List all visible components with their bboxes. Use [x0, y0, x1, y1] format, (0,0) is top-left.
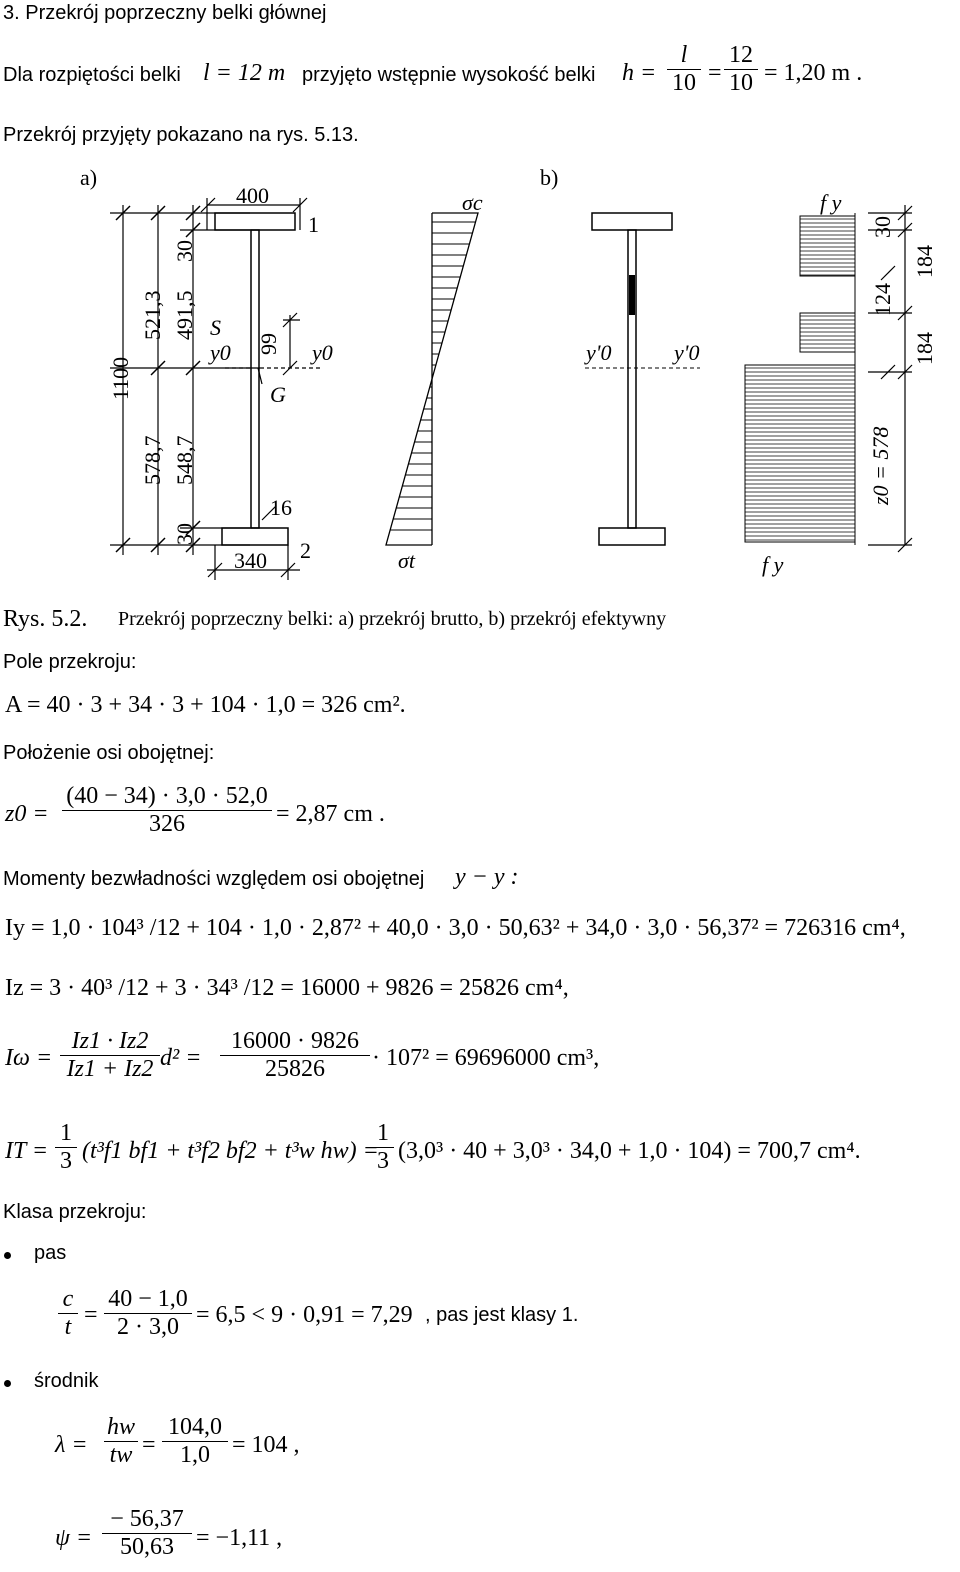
it-expr: (t³f1 bf1 + t³f2 bf2 + t³w hw) = [82, 1138, 379, 1164]
h-frac1-den: 10 [667, 69, 701, 97]
moments-heading: Momenty bezwładności względem osi obojętnej [3, 868, 425, 890]
flange-t: t [58, 1313, 78, 1341]
intro-middle: przyjęto wstępnie wysokość belki [302, 64, 596, 86]
it-tail: (3,0³ · 40 + 3,0³ · 34,0 + 1,0 · 104) = 700,7 cm⁴. [398, 1138, 861, 1164]
h-result: = 1,20 m . [764, 60, 863, 86]
sigma-t: σt [398, 548, 415, 573]
it-frac1-num: 1 [60, 1120, 72, 1146]
dim-340: 340 [234, 548, 267, 573]
sigma-c: σc [462, 190, 483, 215]
it-frac2-den: 3 [372, 1147, 394, 1175]
it-lhs: IT = [5, 1138, 49, 1164]
span-equation: l = 12 m [203, 60, 286, 86]
dim-491-5: 491,5 [172, 290, 197, 340]
h-frac2-den: 10 [724, 69, 758, 97]
iw-num: Iz1 · Iz2 [71, 1028, 149, 1054]
z0-label: z0 = 578 [868, 426, 893, 505]
bottom-flange-gross [222, 528, 288, 545]
flange-note: , pas jest klasy 1. [425, 1304, 579, 1326]
h-lhs: h = [622, 60, 657, 86]
h-fraction-2 [724, 42, 758, 97]
dim-548-7: 548,7 [172, 435, 197, 485]
dim-124: 124 [870, 283, 895, 316]
iw-tail: · 107² = 69696000 cm³, [372, 1045, 600, 1071]
flange-c: c [62, 1286, 74, 1312]
caption-ref: Rys. 5.2. [3, 606, 88, 632]
flange-label: pas [34, 1242, 67, 1264]
it-fraction-1 [55, 1120, 77, 1175]
flange-fraction [104, 1286, 192, 1341]
section-title: 3. Przekrój poprzeczny belki głównej [3, 2, 327, 24]
z0-lhs: z0 = [5, 801, 49, 827]
fy-block [800, 313, 855, 352]
z0-result: = 2,87 cm . [276, 801, 385, 827]
iw-den: Iz1 + Iz2 [60, 1055, 160, 1083]
label-y0-right: y0 [312, 340, 333, 365]
fy-bottom: f y [762, 552, 784, 577]
h-frac1-num: l [680, 42, 688, 68]
psi-result: = −1,11 , [196, 1525, 283, 1551]
dim-184-bottom: 184 [912, 332, 937, 365]
neutral-axis-heading: Położenie osi obojętnej: [3, 742, 215, 764]
bullet-icon [4, 1380, 11, 1387]
bullet-icon [4, 1252, 11, 1259]
fig-label-b: b) [540, 165, 559, 190]
label-G: G [270, 382, 286, 407]
lambda-fraction-2 [162, 1414, 228, 1469]
label-y0-left: y0 [210, 340, 231, 365]
label-y0p-right: y'0 [674, 340, 700, 365]
web-effective [628, 230, 636, 528]
h-eq2: = [708, 60, 722, 86]
it-frac1-den: 3 [55, 1147, 77, 1175]
flange-ratio [58, 1286, 78, 1341]
moments-axis: y − y : [455, 864, 519, 890]
iw-num2: 16000 · 9826 [231, 1028, 359, 1054]
dim-16: 16 [270, 495, 292, 520]
classification-heading: Klasa przekroju: [3, 1201, 147, 1223]
flange-result: = 6,5 < 9 · 0,91 = 7,29 [196, 1302, 413, 1328]
z0-den: 326 [62, 810, 272, 838]
dim-184-top: 184 [912, 245, 937, 278]
figure-reference: Przekrój przyjęty pokazano na rys. 5.13. [3, 124, 359, 146]
it-frac2-num: 1 [377, 1120, 389, 1146]
it-fraction-2 [372, 1120, 394, 1175]
lambda-fraction [104, 1414, 138, 1469]
iy-formula: Iy = 1,0 · 104³ /12 + 104 · 1,0 · 2,87² + 40,0 · 3,0 · 50,63² + 34,0 · 3,0 · 56,37² = 726316 cm⁴, [5, 915, 906, 941]
z0-num: (40 − 34) · 3,0 · 52,0 [66, 783, 268, 809]
intro-prefix: Dla rozpiętości belki [3, 64, 181, 86]
dim-2: 2 [300, 538, 311, 563]
lambda-hw: hw [106, 1414, 135, 1440]
flange-num: 40 − 1,0 [108, 1286, 188, 1312]
lambda-eq: = [142, 1432, 156, 1458]
psi-fraction [102, 1506, 192, 1561]
lambda-den2: 1,0 [162, 1441, 228, 1469]
h-fraction-1 [667, 42, 701, 97]
top-flange-effective [592, 213, 672, 230]
lambda-num2: 104,0 [168, 1414, 222, 1440]
iw-lhs: Iω = [5, 1045, 53, 1071]
psi-num: − 56,37 [110, 1506, 184, 1532]
web-hole-region [629, 275, 635, 315]
flange-eq: = [84, 1302, 98, 1328]
caption-text: Przekrój poprzeczny belki: a) przekrój brutto, b) przekrój efektywny [118, 608, 667, 630]
lambda-result: = 104 , [232, 1432, 300, 1458]
iw-fraction-2 [220, 1028, 370, 1083]
web-label: środnik [34, 1370, 99, 1392]
flange-den: 2 · 3,0 [104, 1313, 192, 1341]
psi-lhs: ψ = [55, 1525, 93, 1551]
label-y0p-left: y'0 [586, 340, 612, 365]
dim-30-right: 30 [870, 216, 895, 238]
dim-30-top: 30 [172, 240, 197, 262]
iw-den2: 25826 [220, 1055, 370, 1083]
dim-521-3: 521,3 [140, 290, 165, 340]
fy-top: f y [820, 190, 842, 215]
top-flange-gross [215, 213, 295, 230]
lambda-lhs: λ = [55, 1432, 88, 1458]
dim-99: 99 [256, 333, 281, 355]
bottom-flange-effective [599, 528, 665, 545]
label-S: S [210, 315, 221, 340]
fy-block [745, 365, 855, 542]
h-frac2-num: 12 [729, 42, 753, 68]
dim-400: 400 [236, 183, 269, 208]
dim-1: 1 [308, 212, 319, 237]
psi-den: 50,63 [102, 1533, 192, 1561]
dim-1100: 1100 [108, 356, 133, 400]
iz-formula: Iz = 3 · 40³ /12 + 3 · 34³ /12 = 16000 + 9826 = 25826 cm⁴, [5, 975, 569, 1001]
iw-mid: d² = [160, 1045, 202, 1071]
area-formula: A = 40 · 3 + 34 · 3 + 104 · 1,0 = 326 cm². [5, 692, 406, 718]
cross-section-figure [0, 150, 960, 595]
area-heading: Pole przekroju: [3, 651, 137, 673]
web-gross [251, 230, 259, 528]
dim-30-bottom: 30 [172, 523, 197, 545]
dim-578-7: 578,7 [140, 435, 165, 485]
z0-fraction [62, 783, 272, 838]
lambda-tw: tw [104, 1441, 138, 1469]
fig-label-a: a) [80, 165, 98, 190]
iw-fraction-1 [60, 1028, 160, 1083]
